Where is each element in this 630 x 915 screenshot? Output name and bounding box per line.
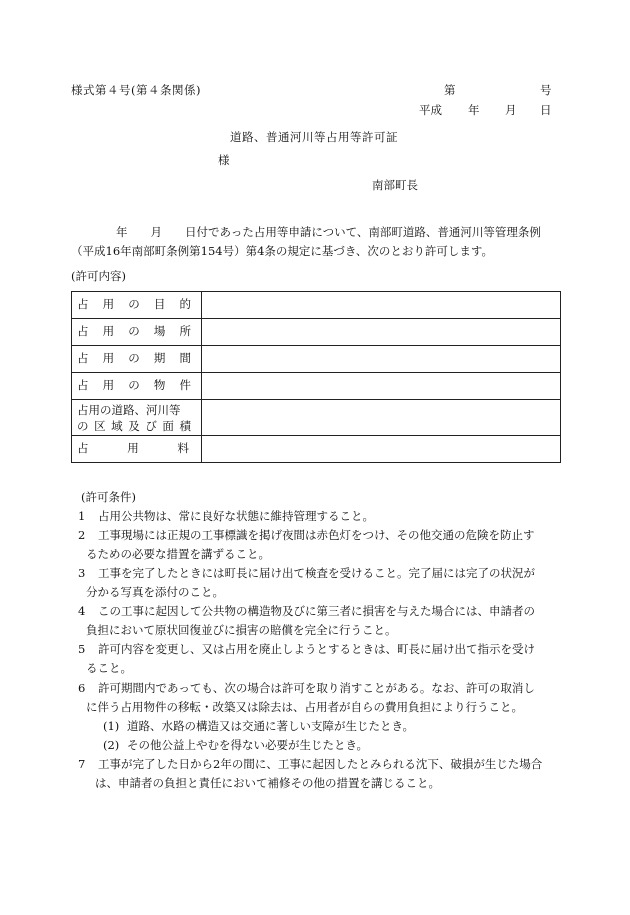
table-row: [72, 373, 561, 400]
condition-3: 3 工事を完了したときには町長に届け出て検査を受けること。完了届には完了の状況が: [78, 566, 535, 580]
value-fee[interactable]: [202, 436, 561, 463]
permit-table: [71, 291, 561, 463]
condition-3-cont: 分かる写真を添付のこと。: [86, 585, 224, 599]
label-location: 占 用 の 場 所: [72, 319, 202, 346]
value-purpose[interactable]: [202, 292, 561, 319]
value-object[interactable]: [202, 373, 561, 400]
condition-4: 4 この工事に起因して公共物の構造物及びに第三者に損害を与えた場合には、申請者の: [78, 604, 535, 618]
body-line-2: （平成16年南部町条例第154号）第4条の規定に基づき、次のとおり許可します。: [71, 244, 494, 258]
date-year: 年: [468, 103, 480, 117]
condition-6-cont: に伴う占用物件の移転・改築又は除去は、占用者が自らの費用負担により行うこと。: [86, 700, 523, 714]
table-row: [72, 436, 561, 463]
value-period[interactable]: [202, 346, 561, 373]
addressee-honorific: 様: [218, 153, 230, 167]
condition-1: 1 占用公共物は、常に良好な状態に維持管理すること。: [78, 509, 374, 523]
label-purpose: 占 用 の 目 的: [72, 292, 202, 319]
date-day: 日: [540, 103, 552, 117]
condition-6-sub-2: (2) その他公益上やむを得ない必要が生じたとき。: [103, 738, 369, 752]
label-period: 占 用 の 期 間: [72, 346, 202, 373]
table-row: [72, 292, 561, 319]
condition-5: 5 許可内容を変更し、又は占用を廃止しようとするときは、町長に届け出て指示を受け: [78, 642, 535, 656]
body-line-1: 年 月 日付であった占用等申請について、南部町道路、普通河川等管理条例: [116, 225, 541, 239]
label-object: 占 用 の 物 件: [72, 373, 202, 400]
value-location[interactable]: [202, 319, 561, 346]
condition-6: 6 許可期間内であっても、次の場合は許可を取り消すことがある。なお、許可の取消し: [78, 681, 535, 695]
condition-7-cont: は、申請者の負担と責任において補修その他の措置を講じること。: [95, 776, 440, 790]
condition-6-sub-1: (1) 道路、水路の構造又は交通に著しい支障が生じたとき。: [103, 719, 415, 733]
date-month: 月: [505, 103, 517, 117]
condition-5-cont: ること。: [86, 661, 132, 675]
form-label: 様式第４号(第４条関係): [71, 83, 201, 97]
issuer-name: 南部町長: [372, 178, 418, 192]
number-suffix: 号: [540, 83, 552, 97]
date-era: 平成: [419, 103, 442, 117]
document-title: 道路、普通河川等占用等許可証: [230, 130, 398, 144]
label-fee: 占 用 料: [72, 436, 202, 463]
condition-7: 7 工事が完了した日から2年の間に、工事に起因したとみられる沈下、破損が生じた場合: [78, 757, 543, 771]
condition-4-cont: 負担において原状回復並びに損害の賠償を完全に行うこと。: [86, 623, 397, 637]
table-row: [72, 346, 561, 373]
permit-section-label: (許可内容): [71, 269, 126, 283]
condition-2-cont: るための必要な措置を講ずること。: [86, 547, 270, 561]
table-row: [72, 400, 561, 436]
table-row: [72, 319, 561, 346]
number-prefix: 第: [444, 83, 456, 97]
condition-2: 2 工事現場には正規の工事標識を掲げ夜間は赤色灯をつけ、その他交通の危険を防止す: [78, 528, 535, 542]
value-area[interactable]: [202, 400, 561, 436]
label-area: 占用の道路、河川等 の 区 域 及 び 面 積: [72, 400, 202, 436]
conditions-label: (許可条件): [81, 490, 136, 504]
